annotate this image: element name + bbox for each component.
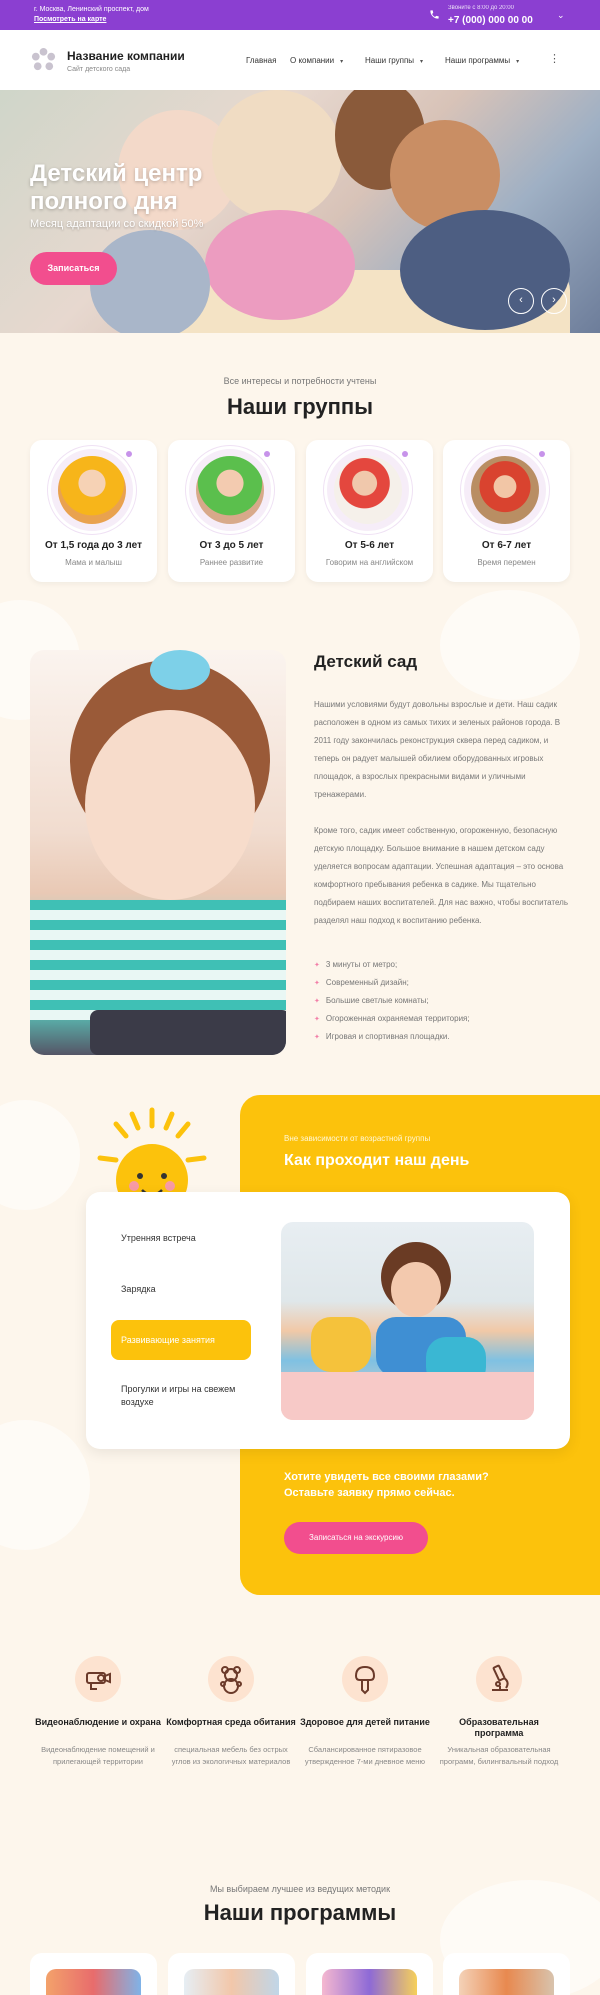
group-photo-frame [461,446,549,534]
chevron-down-icon: ▾ [420,59,424,65]
photo-flower [150,650,210,690]
map-link[interactable]: Посмотреть на карте [34,16,107,23]
phone-icon [429,9,440,20]
background-cloud [0,1100,80,1210]
hero-banner [0,90,600,333]
address-block [34,5,149,25]
photo-shirt [30,900,286,1020]
day-pretitle: Вне зависимости от возрастной группы [284,1134,431,1143]
group-card[interactable] [168,440,295,582]
camera-icon [75,1656,121,1702]
nav-item-home[interactable] [246,56,276,65]
day-tab[interactable]: Утренняя встреча [121,1233,196,1243]
nav-label: Наши программы [445,56,511,65]
hero-photo-shirt [400,210,570,330]
phone-number[interactable]: +7 (000) 000 00 00 [448,15,533,26]
excursion-button[interactable]: Записаться на экскурсию [284,1522,428,1554]
company-subtitle: Сайт детского сада [67,66,131,73]
nav-item-programs[interactable] [445,56,519,65]
chevron-down-icon: ▾ [340,59,344,65]
kindergarten-list-item: ✦ Игровая и спортивная площадки. [314,1032,450,1041]
nav-item-about[interactable] [290,56,343,65]
nav-item-groups[interactable] [365,56,423,65]
hero-subtitle: Месяц адаптации со скидкой 50% [30,218,204,230]
logo-icon[interactable] [30,47,57,74]
feature-title: Образовательная программа [459,1717,539,1738]
photo-book [90,1010,286,1055]
photo-table [281,1372,534,1420]
group-title: От 5-6 лет [344,540,395,551]
group-photo [471,456,539,524]
kindergarten-list-item: ✦ Огороженная охраняемая территория; [314,1014,470,1023]
feature-description: Сбалансированное пятиразовое утвержденное 7-ми дневное меню [304,1745,426,1766]
program-photo [184,1969,279,1995]
group-photo [334,456,402,524]
feature-description: Видеонаблюдение помещений и прилегающей территории [41,1745,155,1766]
program-card[interactable] [306,1953,433,1995]
day-title: Как проходит наш день [284,1152,470,1169]
teddy-bear-icon [208,1656,254,1702]
more-menu-icon[interactable]: ⋮ [549,53,560,65]
group-card[interactable] [306,440,433,582]
group-photo-frame [324,446,412,534]
groups-pretitle: Все интересы и потребности учтены [223,376,377,386]
nav-label: Главная [246,56,277,65]
kindergarten-paragraph: Нашими условиями будут довольны взрослые и дети. Наш садик расположен в одном из самых тихих и зеленых районов города. В 2011 году закончилась реконструкция сквера перед садиком, и теперь он радует малышей обилием оборудованных игровых площадок, а взрослых прекрасными видами и уличными тренажерами. [314,700,561,799]
group-subtitle: Раннее развитие [199,558,264,567]
photo-child-shirt [311,1317,371,1372]
background-cloud [0,1420,90,1550]
enroll-button[interactable]: Записаться [30,252,117,285]
groups-title: Наши группы [226,394,373,419]
kindergarten-list-item: ✦ Современный дизайн; [314,978,409,987]
hero-photo-shirt [205,210,355,320]
day-tab-label: Развивающие занятия [121,1334,215,1345]
company-name[interactable]: Название компании [67,49,185,63]
group-subtitle: Говорим на английском [325,558,414,567]
kindergarten-list-item: ✦ 3 минуты от метро; [314,960,397,969]
chevron-down-icon: ▾ [516,59,520,65]
programs-pretitle: Мы выбираем лучшее из ведущих методик [209,1884,391,1894]
kindergarten-photo [30,650,286,1055]
header [0,30,600,90]
decor-dot [264,451,270,457]
group-card[interactable] [443,440,570,582]
feature-description: специальная мебель без острых углов из экологичных материалов [171,1745,291,1766]
group-title: От 3 до 5 лет [199,540,264,551]
day-tab[interactable]: Зарядка [121,1284,156,1294]
decor-dot [126,451,132,457]
feature-title: Видеонаблюдение и охрана [35,1717,161,1727]
group-photo-frame [186,446,274,534]
group-photo-frame [48,446,136,534]
nav-label: О компании [290,56,335,65]
kindergarten-title: Детский сад [314,652,418,671]
hero-title: Детский центр полного дня [30,160,203,215]
nav-label: Наши группы [365,56,415,65]
group-card[interactable] [30,440,157,582]
day-cta-text: Хотите увидеть все своими глазами? Оставьте заявку прямо сейчас. [284,1471,489,1499]
hero-next-arrow-icon[interactable]: › [541,288,567,314]
group-subtitle: Время перемен [477,558,536,567]
group-title: От 1,5 года до 3 лет [45,540,142,551]
top-bar [0,0,600,30]
decor-dot [539,451,545,457]
program-card[interactable] [30,1953,157,1995]
chevron-down-icon[interactable]: ⌄ [557,10,565,20]
program-photo [459,1969,554,1995]
program-photo [322,1969,417,1995]
feature-title: Комфортная среда обитания [166,1717,296,1727]
group-title: От 6-7 лет [481,540,532,551]
photo-face [85,710,255,900]
group-subtitle: Мама и малыш [65,558,122,567]
group-photo [196,456,264,524]
programs-title: Наши программы [203,1900,397,1925]
program-card[interactable] [168,1953,295,1995]
kindergarten-paragraph: Кроме того, садик имеет собственную, огороженную, безопасную детскую площадку. Большое внимание в нашем детском саду уделяется вопросам адаптации. Успешная адаптация – это основа комфортного пребывания ребенка в садике. Мы тщательно подбираем наших воспитателей. Для нас важно, чтобы воспитатель разделял наш подход к воспитанию ребенка. [314,826,569,925]
program-card[interactable] [443,1953,570,1995]
feature-title: Здоровое для детей питание [300,1717,430,1727]
working-hours: Звоните с 8:00 до 20:00 [448,5,514,11]
decor-dot [402,451,408,457]
day-photo [281,1222,534,1420]
kindergarten-list-item: ✦ Большие светлые комнаты; [314,996,429,1005]
feature-description: Уникальная образовательная программ, билингвальный подход [439,1745,559,1766]
day-tab[interactable]: Прогулки и игры на свежем воздухе [121,1384,236,1407]
microscope-icon [476,1656,522,1702]
food-icon [342,1656,388,1702]
program-photo [46,1969,141,1995]
group-photo [58,456,126,524]
background-cloud [440,590,580,700]
photo-teacher-face [391,1262,441,1317]
hero-prev-arrow-icon[interactable]: ‹ [508,288,534,314]
day-tab-active[interactable] [111,1320,251,1360]
address-text: г. Москва, Ленинский проспект, дом [34,6,149,13]
